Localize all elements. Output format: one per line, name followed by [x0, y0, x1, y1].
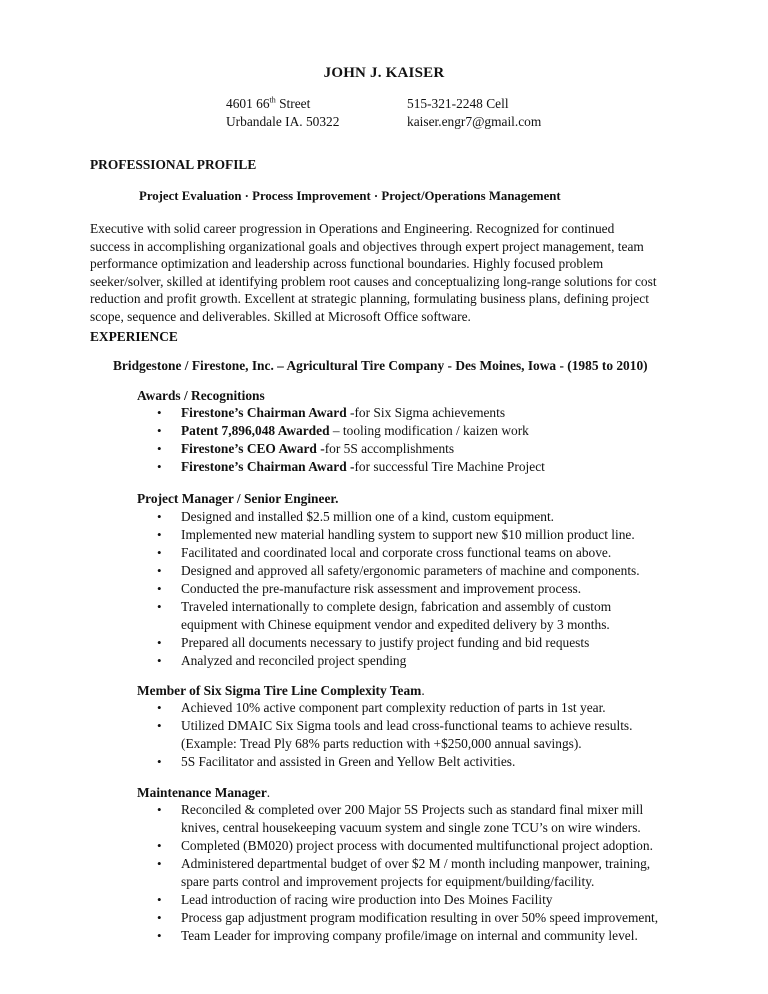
list-item: [155, 652, 715, 670]
bullet-text-line: Completed (BM020) project process with documented multifunctional project adoption.: [181, 838, 653, 853]
bullet-icon: •: [157, 910, 162, 925]
profile-tagline: Project Evaluation · Process Improvement · Project/Operations Management: [139, 189, 561, 203]
award-name: Firestone’s Chairman Award -: [181, 459, 355, 474]
bullet-icon: •: [157, 754, 162, 769]
bullet-icon: •: [157, 509, 162, 524]
contact-block: [407, 95, 627, 131]
award-name: Patent 7,896,048 Awarded: [181, 423, 330, 438]
summary-line: seeker/solver, skilled at identifying problem root causes and conceptualizing long-range solutions for cost: [90, 273, 657, 289]
summary-line: success in accomplishing organizational goals and objectives through expert project management, team: [90, 238, 644, 254]
bullet-text-line: Designed and approved all safety/ergonomic parameters of machine and components.: [181, 563, 640, 578]
list-item: [155, 855, 715, 891]
bullet-icon: •: [157, 928, 162, 943]
bullet-text-line: Reconciled & completed over 200 Major 5S Projects such as standard final mixer mill: [181, 802, 644, 817]
bullet-icon: •: [157, 718, 162, 733]
bullet-text-line: knives, central housekeeping vacuum system and single zone TCU’s on wire winders.: [181, 820, 641, 835]
bullet-icon: •: [157, 545, 162, 560]
summary-line: Executive with solid career progression in Operations and Engineering. Recognized for continued: [90, 221, 615, 236]
bullet-text-line: Implemented new material handling system to support new $10 million product line.: [181, 527, 635, 542]
list-item: [155, 562, 715, 580]
bullet-text-line: Analyzed and reconciled project spending: [181, 653, 407, 668]
bullet-icon: •: [157, 856, 162, 871]
bullet-icon: •: [157, 423, 162, 438]
awards-list: [155, 404, 715, 476]
award-text: [181, 422, 715, 440]
profile-heading: PROFESSIONAL PROFILE: [90, 157, 257, 172]
bullet-text-line: Designed and installed $2.5 million one of a kind, custom equipment.: [181, 509, 555, 524]
award-text: [181, 458, 715, 476]
bullet-icon: •: [157, 653, 162, 668]
pm-list: [155, 508, 715, 670]
summary-line: performance optimization and leadership across functional boundaries. Highly focused problem: [90, 256, 604, 271]
bullet-icon: •: [157, 581, 162, 596]
company-line: Bridgestone / Firestone, Inc. – Agricultural Tire Company - Des Moines, Iowa - (1985 to 2010): [113, 358, 648, 373]
list-item: [155, 927, 715, 945]
bullet-text-line: Prepared all documents necessary to justify project funding and bid requests: [181, 635, 590, 650]
bullet-icon: •: [157, 599, 162, 614]
bullet-text-line: (Example: Tread Ply 68% parts reduction with +$250,000 annual savings).: [181, 736, 582, 751]
phone-number: 515-321-2248 Cell: [407, 96, 509, 111]
bullet-icon: •: [157, 802, 162, 817]
award-detail: – tooling modification / kaizen work: [329, 423, 529, 438]
list-item: [155, 598, 715, 634]
list-item: [155, 801, 715, 837]
award-name: Firestone’s Chairman Award: [181, 405, 347, 420]
bullet-text-line: Process gap adjustment program modification resulting in over 50% speed improvement,: [181, 910, 659, 925]
award-detail: -for Six Sigma achievements: [346, 405, 506, 420]
list-item: [155, 544, 715, 562]
profile-summary: [90, 220, 690, 325]
bullet-text-line: Team Leader for improving company profile/image on internal and community level.: [181, 928, 638, 943]
bullet-text-line: Utilized DMAIC Six Sigma tools and lead cross-functional teams to achieve results.: [181, 718, 633, 733]
list-item: [155, 699, 715, 717]
awards-heading: Awards / Recognitions: [137, 388, 265, 403]
bullet-text-line: 5S Facilitator and assisted in Green and Yellow Belt activities.: [181, 754, 516, 769]
list-item: [155, 404, 715, 422]
email-address[interactable]: kaiser.engr7@gmail.com: [407, 114, 542, 129]
street-address: 4601 66th Street: [226, 95, 311, 111]
list-item: [155, 837, 715, 855]
experience-heading: EXPERIENCE: [90, 329, 178, 344]
candidate-name: JOHN J. KAISER: [323, 65, 445, 81]
bullet-text-line: spare parts control and improvement projects for equipment/building/facility.: [181, 874, 595, 889]
bullet-icon: •: [157, 563, 162, 578]
list-item: [155, 634, 715, 652]
bullet-icon: •: [157, 892, 162, 907]
list-item: [155, 440, 715, 458]
bullet-icon: •: [157, 459, 162, 474]
maint-heading: Maintenance Manager.: [137, 785, 271, 800]
bullet-icon: •: [157, 838, 162, 853]
bullet-text-line: Traveled internationally to complete design, fabrication and assembly of custom: [181, 599, 612, 614]
city-line: Urbandale IA. 50322: [226, 114, 340, 129]
award-text: [181, 404, 715, 422]
list-item: [155, 508, 715, 526]
list-item: [155, 909, 715, 927]
list-item: [155, 580, 715, 598]
bullet-text-line: Lead introduction of racing wire production into Des Moines Facility: [181, 892, 553, 907]
bullet-icon: •: [157, 700, 162, 715]
summary-line: reduction and profit growth. Excellent at strategic planning, formulating business plans, defining project: [90, 291, 649, 306]
address-block: [226, 95, 386, 131]
list-item: [155, 526, 715, 544]
bullet-text-line: Administered departmental budget of over $2 M / month including manpower, training,: [181, 856, 651, 871]
list-item: [155, 717, 715, 753]
bullet-icon: •: [157, 635, 162, 650]
list-item: [155, 891, 715, 909]
bullet-icon: •: [157, 441, 162, 456]
bullet-text-line: Achieved 10% active component part complexity reduction of parts in 1st year.: [181, 700, 606, 715]
bullet-icon: •: [157, 527, 162, 542]
maint-list: [155, 801, 715, 945]
bullet-text-line: equipment with Chinese equipment vendor and expedited delivery by 3 months.: [181, 617, 610, 632]
bullet-icon: •: [157, 405, 162, 420]
sigma-heading: Member of Six Sigma Tire Line Complexity Team.: [137, 683, 425, 698]
pm-heading: Project Manager / Senior Engineer.: [137, 491, 339, 506]
list-item: [155, 422, 715, 440]
bullet-text-line: Facilitated and coordinated local and corporate cross functional teams on above.: [181, 545, 612, 560]
award-name: Firestone’s CEO Award -: [181, 441, 325, 456]
summary-line: scope, sequence and deliverables. Skilled at Microsoft Office software.: [90, 308, 471, 324]
award-detail: for 5S accomplishments: [324, 441, 455, 456]
sigma-list: [155, 699, 715, 771]
bullet-text-line: Conducted the pre-manufacture risk assessment and improvement process.: [181, 581, 582, 596]
award-text: [181, 440, 715, 458]
list-item: [155, 753, 715, 771]
award-detail: for successful Tire Machine Project: [354, 459, 545, 474]
list-item: [155, 458, 715, 476]
